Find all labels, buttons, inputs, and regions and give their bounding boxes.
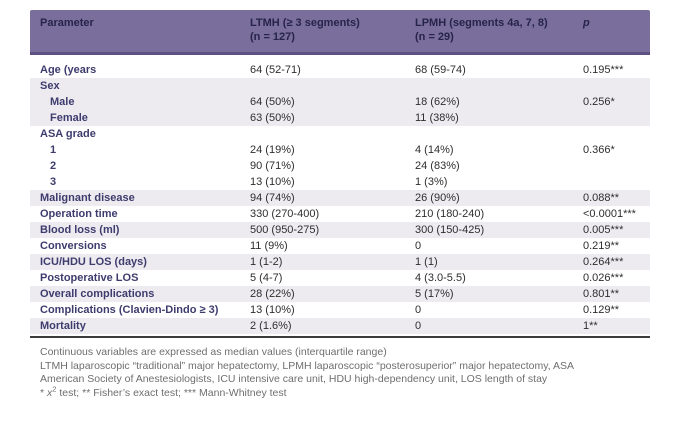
table-row-operation-time: [30, 206, 650, 222]
header-ltmh-line2: (n = 127): [250, 31, 295, 43]
table-row-complications-clavien-dindo: [30, 302, 650, 318]
table-row-age: [30, 62, 650, 78]
header-lpmh-line1: LPMH (segments 4a, 7, 8): [415, 17, 548, 29]
row-label: Mortality: [40, 320, 86, 332]
ltmh-value: 2 (1.6%): [250, 320, 292, 332]
row-label: Sex: [40, 80, 60, 92]
row-label: Female: [50, 112, 88, 124]
header-p-value: p: [583, 17, 590, 29]
row-label: 3: [50, 176, 57, 188]
ltmh-value: 500 (950-275): [250, 224, 320, 236]
ltmh-value: [250, 78, 415, 94]
ltmh-value: 1 (1-2): [250, 256, 283, 268]
table-row-asa-grade: [30, 126, 650, 142]
row-label: 2: [50, 160, 57, 172]
row-label: 1: [50, 144, 57, 156]
lpmh-value: 68 (59-74): [415, 64, 466, 76]
ltmh-value: 13 (10%): [250, 304, 295, 316]
ltmh-value: 13 (10%): [250, 176, 295, 188]
row-label: Postoperative LOS: [40, 272, 139, 284]
table-footnotes: [40, 346, 640, 400]
table-row-malignant-disease: [30, 190, 650, 206]
table-row-asa-2: [30, 158, 650, 174]
table-row-conversions: [30, 238, 650, 254]
row-label: Malignant disease: [40, 192, 135, 204]
header-ltmh: [250, 16, 415, 52]
table-row-male: [30, 94, 650, 110]
lpmh-value: 18 (62%): [415, 96, 460, 108]
p-value: <0.0001***: [583, 208, 636, 220]
table-header-row: [30, 10, 650, 55]
header-parameter: Parameter: [40, 17, 94, 29]
ltmh-value: 28 (22%): [250, 288, 295, 300]
table-row-asa-1: [30, 142, 650, 158]
ltmh-value: 90 (71%): [250, 160, 295, 172]
p-value: 1**: [583, 320, 598, 332]
lpmh-value: 4 (14%): [415, 144, 454, 156]
lpmh-value: 1 (3%): [415, 176, 448, 188]
table-row-sex: [30, 78, 650, 94]
p-value: 0.088**: [583, 192, 620, 204]
table-row-blood-loss: [30, 222, 650, 238]
lpmh-value: 5 (17%): [415, 288, 454, 300]
lpmh-value: 0: [415, 304, 422, 316]
table-row-overall-complications: [30, 286, 650, 302]
p-value: 0.264***: [583, 256, 624, 268]
lpmh-value: 300 (150-425): [415, 224, 485, 236]
ltmh-value: 63 (50%): [250, 112, 295, 124]
ltmh-value: 64 (50%): [250, 96, 295, 108]
p-value: 0.026***: [583, 272, 624, 284]
row-label: Age (years: [40, 64, 97, 76]
footnote-abbreviations-1: LTMH laparoscopic “traditional” major hepatectomy, LPMH laparoscopic “posterosuperior” major hepatectomy, ASA: [40, 359, 574, 372]
p-value: 0.195***: [583, 64, 624, 76]
header-lpmh-line2: (n = 29): [415, 31, 454, 43]
ltmh-value: 64 (52-71): [250, 64, 301, 76]
row-label: Operation time: [40, 208, 118, 220]
lpmh-value: 0: [415, 320, 422, 332]
lpmh-value: 4 (3.0-5.5): [415, 272, 466, 284]
footnote-tests-rest: test; ** Fisher’s exact test; *** Mann-Whitney test: [56, 386, 287, 399]
chi-symbol: x: [47, 386, 53, 399]
table-row-postoperative-los: [30, 270, 650, 286]
lpmh-value: 24 (83%): [415, 160, 460, 172]
table-row-asa-3: [30, 174, 650, 190]
footnote-abbreviations-2: American Society of Anestesiologists, ICU intensive care unit, HDU high-dependency unit, LOS length of stay: [40, 373, 548, 385]
row-label: Conversions: [40, 240, 107, 252]
lpmh-value: 11 (38%): [415, 112, 459, 124]
row-label: ASA grade: [40, 128, 96, 140]
lpmh-value: [415, 78, 583, 94]
ltmh-value: 5 (4-7): [250, 272, 283, 284]
lpmh-value: 1 (1): [415, 256, 438, 268]
row-label: Blood loss (ml): [40, 224, 120, 236]
p-value: 0.366*: [583, 144, 615, 156]
lpmh-value: [415, 126, 583, 142]
ltmh-value: 330 (270-400): [250, 208, 320, 220]
header-ltmh-line1: LTMH (≥ 3 segments): [250, 17, 360, 29]
p-value: [583, 110, 640, 126]
p-value: [583, 158, 640, 174]
p-value: 0.005***: [583, 224, 624, 236]
ltmh-value: 11 (9%): [250, 240, 288, 252]
table-row-icu-hdu-los: [30, 254, 650, 270]
p-value: [583, 78, 640, 94]
ltmh-value: 24 (19%): [250, 144, 295, 156]
header-lpmh: [415, 16, 583, 52]
ltmh-value: [250, 126, 415, 142]
comparison-table: [30, 10, 650, 400]
row-label: Male: [50, 96, 75, 108]
ltmh-value: 94 (74%): [250, 192, 295, 204]
lpmh-value: 26 (90%): [415, 192, 460, 204]
p-value: 0.801**: [583, 288, 620, 300]
p-value: [583, 126, 640, 142]
table-row-female: [30, 110, 650, 126]
p-value: 0.219**: [583, 240, 620, 252]
chi-superscript: 2: [52, 384, 57, 393]
p-value: 0.129**: [583, 304, 620, 316]
footnote-asterisk-prefix: *: [40, 386, 48, 399]
p-value: 0.256*: [583, 96, 615, 108]
lpmh-value: 210 (180-240): [415, 208, 485, 220]
lpmh-value: 0: [415, 240, 422, 252]
p-value: [583, 174, 640, 190]
row-label: ICU/HDU LOS (days): [40, 256, 147, 268]
table-bottom-rule: [30, 336, 650, 338]
table-body: [30, 62, 650, 334]
footnote-continuous-variables: Continuous variables are expressed as median values (interquartile range): [40, 346, 387, 358]
footnote-test-definitions: [40, 384, 640, 401]
row-label: Complications (Clavien-Dindo ≥ 3): [40, 304, 219, 316]
table-row-mortality: [30, 318, 650, 334]
row-label: Overall complications: [40, 288, 155, 300]
